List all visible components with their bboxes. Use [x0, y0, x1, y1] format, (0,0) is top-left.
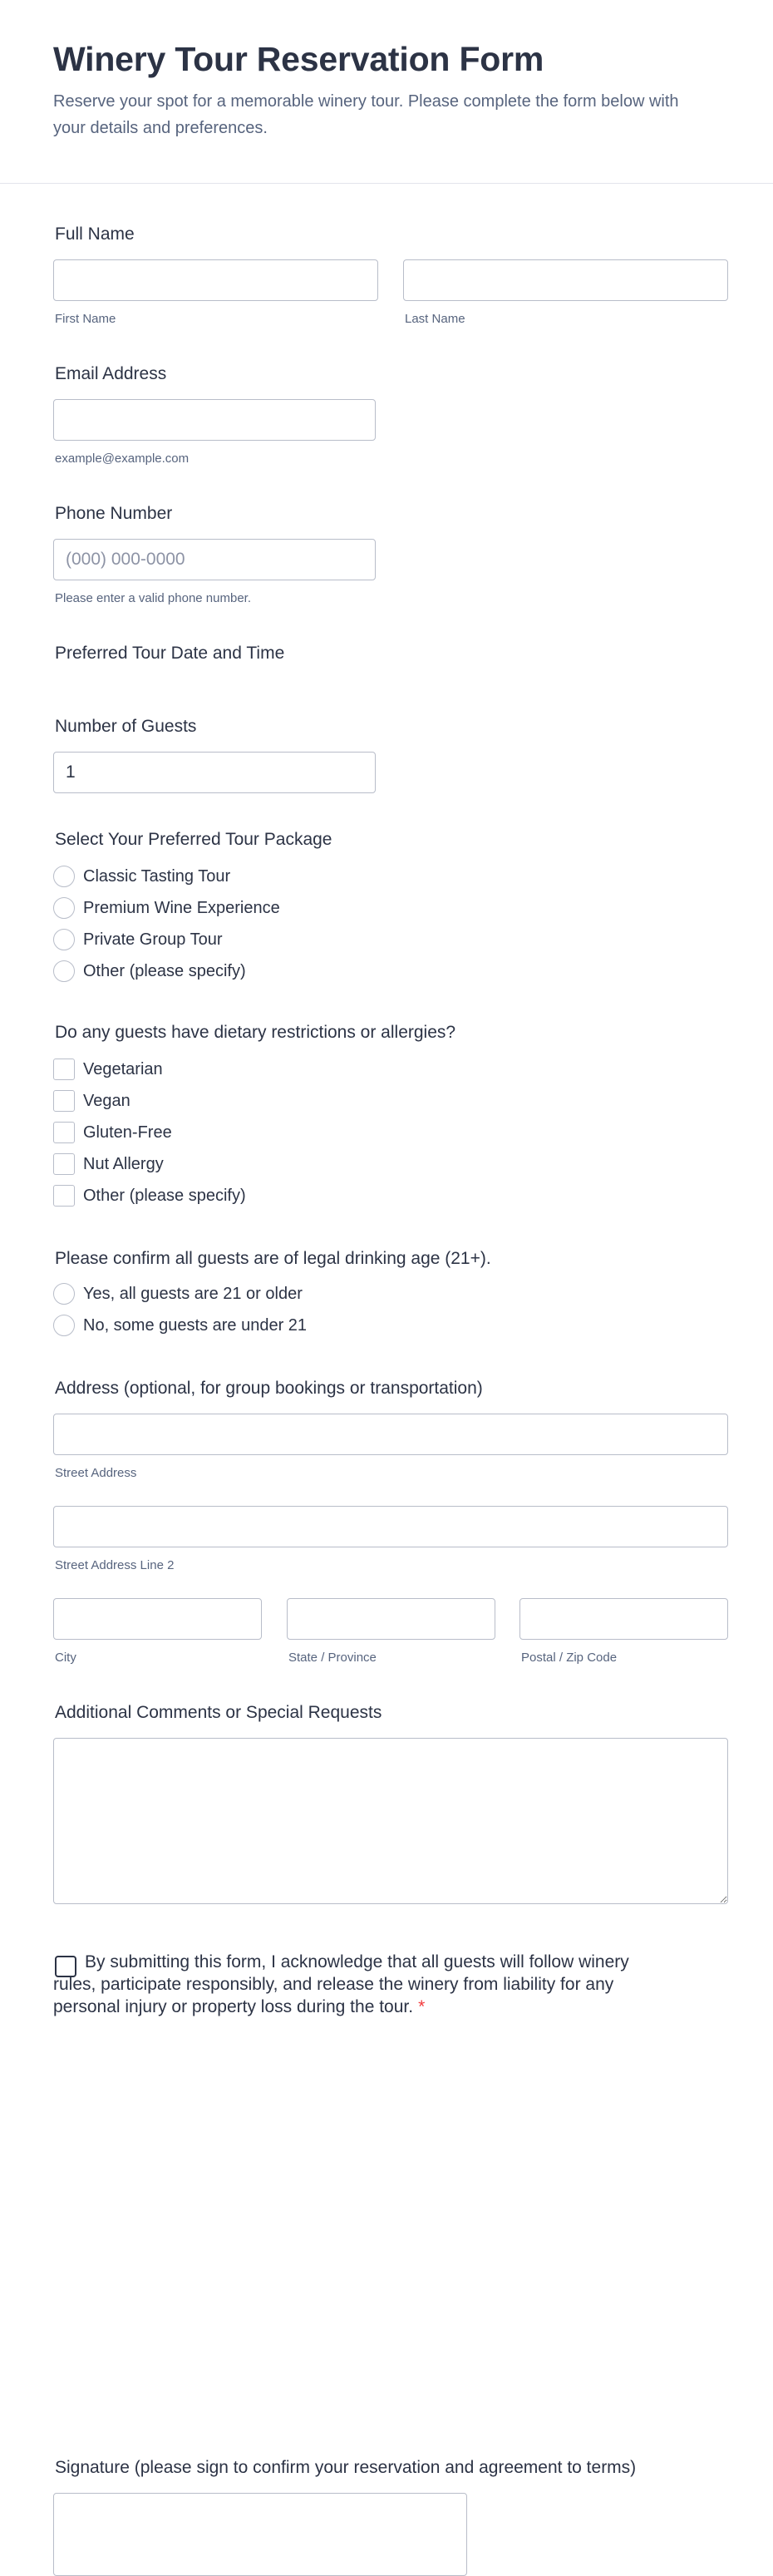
- option-label: Private Group Tour: [83, 930, 223, 949]
- dietary-option-vegetarian[interactable]: [53, 1058, 163, 1081]
- option-label: Vegetarian: [83, 1059, 163, 1078]
- radio-button[interactable]: [53, 1315, 75, 1336]
- option-label: Other (please specify): [83, 1186, 246, 1205]
- radio-button[interactable]: [53, 897, 75, 919]
- guests-input[interactable]: [53, 752, 376, 793]
- dietary-option-gluten-free[interactable]: [53, 1121, 172, 1144]
- street-address-line2-input[interactable]: [53, 1506, 728, 1547]
- state-input[interactable]: [287, 1598, 495, 1640]
- email-sublabel: example@example.com: [55, 452, 190, 466]
- package-option-classic[interactable]: [53, 865, 230, 888]
- comments-textarea[interactable]: [53, 1738, 728, 1904]
- phone-label: Phone Number: [55, 504, 173, 523]
- checkbox[interactable]: [53, 1153, 75, 1175]
- city-input[interactable]: [53, 1598, 262, 1640]
- street-address-line2-sublabel: Street Address Line 2: [55, 1558, 175, 1572]
- package-option-premium[interactable]: [53, 896, 280, 920]
- guests-label: Number of Guests: [55, 717, 197, 736]
- email-label: Email Address: [55, 364, 167, 383]
- package-label: Select Your Preferred Tour Package: [55, 830, 332, 849]
- form-title: Winery Tour Reservation Form: [53, 40, 544, 78]
- dietary-option-other[interactable]: [53, 1184, 246, 1207]
- phone-sublabel: Please enter a valid phone number.: [55, 591, 251, 605]
- dietary-option-vegan[interactable]: [53, 1089, 130, 1113]
- city-sublabel: City: [55, 1651, 76, 1665]
- street-address-input[interactable]: [53, 1414, 728, 1455]
- radio-button[interactable]: [53, 929, 75, 950]
- state-sublabel: State / Province: [288, 1651, 377, 1665]
- comments-label: Additional Comments or Special Requests: [55, 1703, 382, 1722]
- terms-statement: By submitting this form, I acknowledge that all guests will follow winery rules, participate responsibly, and release the winery from liability for any personal injury or property loss during the tour.: [53, 1952, 629, 2016]
- signature-pad[interactable]: [53, 2493, 467, 2576]
- first-name-input[interactable]: [53, 259, 378, 301]
- checkbox[interactable]: [53, 1090, 75, 1112]
- required-asterisk: *: [418, 1997, 426, 2016]
- option-label: Gluten-Free: [83, 1123, 172, 1142]
- checkbox[interactable]: [53, 1185, 75, 1207]
- zip-input[interactable]: [519, 1598, 728, 1640]
- terms-text: [53, 1951, 668, 2018]
- street-address-sublabel: Street Address: [55, 1466, 137, 1480]
- radio-button[interactable]: [53, 1283, 75, 1305]
- checkbox[interactable]: [53, 1122, 75, 1143]
- age-option-no[interactable]: [53, 1314, 307, 1337]
- age-label: Please confirm all guests are of legal drinking age (21+).: [55, 1249, 491, 1268]
- last-name-sublabel: Last Name: [405, 312, 465, 326]
- form-description: Reserve your spot for a memorable winery tour. Please complete the form below with your details and preferences.: [53, 92, 679, 137]
- package-option-other[interactable]: [53, 960, 246, 983]
- full-name-label: Full Name: [55, 225, 135, 244]
- tour-date-label: Preferred Tour Date and Time: [55, 644, 285, 663]
- first-name-sublabel: First Name: [55, 312, 116, 326]
- form-header: [0, 0, 773, 184]
- option-label: Vegan: [83, 1091, 130, 1110]
- radio-button[interactable]: [53, 866, 75, 887]
- phone-input[interactable]: [53, 539, 376, 580]
- signature-label: Signature (please sign to confirm your reservation and agreement to terms): [55, 2458, 637, 2477]
- radio-button[interactable]: [53, 960, 75, 982]
- age-option-yes[interactable]: [53, 1282, 303, 1305]
- option-label: No, some guests are under 21: [83, 1315, 308, 1335]
- option-label: Premium Wine Experience: [83, 898, 280, 917]
- package-option-private[interactable]: [53, 928, 223, 951]
- dietary-option-nut-allergy[interactable]: [53, 1152, 164, 1176]
- dietary-label: Do any guests have dietary restrictions or allergies?: [55, 1023, 456, 1042]
- zip-sublabel: Postal / Zip Code: [521, 1651, 618, 1665]
- last-name-input[interactable]: [403, 259, 728, 301]
- option-label: Nut Allergy: [83, 1154, 164, 1173]
- address-label: Address (optional, for group bookings or transportation): [55, 1379, 483, 1398]
- option-label: Yes, all guests are 21 or older: [83, 1284, 303, 1303]
- email-input[interactable]: [53, 399, 376, 441]
- checkbox[interactable]: [53, 1059, 75, 1080]
- option-label: Classic Tasting Tour: [83, 866, 231, 886]
- option-label: Other (please specify): [83, 961, 246, 980]
